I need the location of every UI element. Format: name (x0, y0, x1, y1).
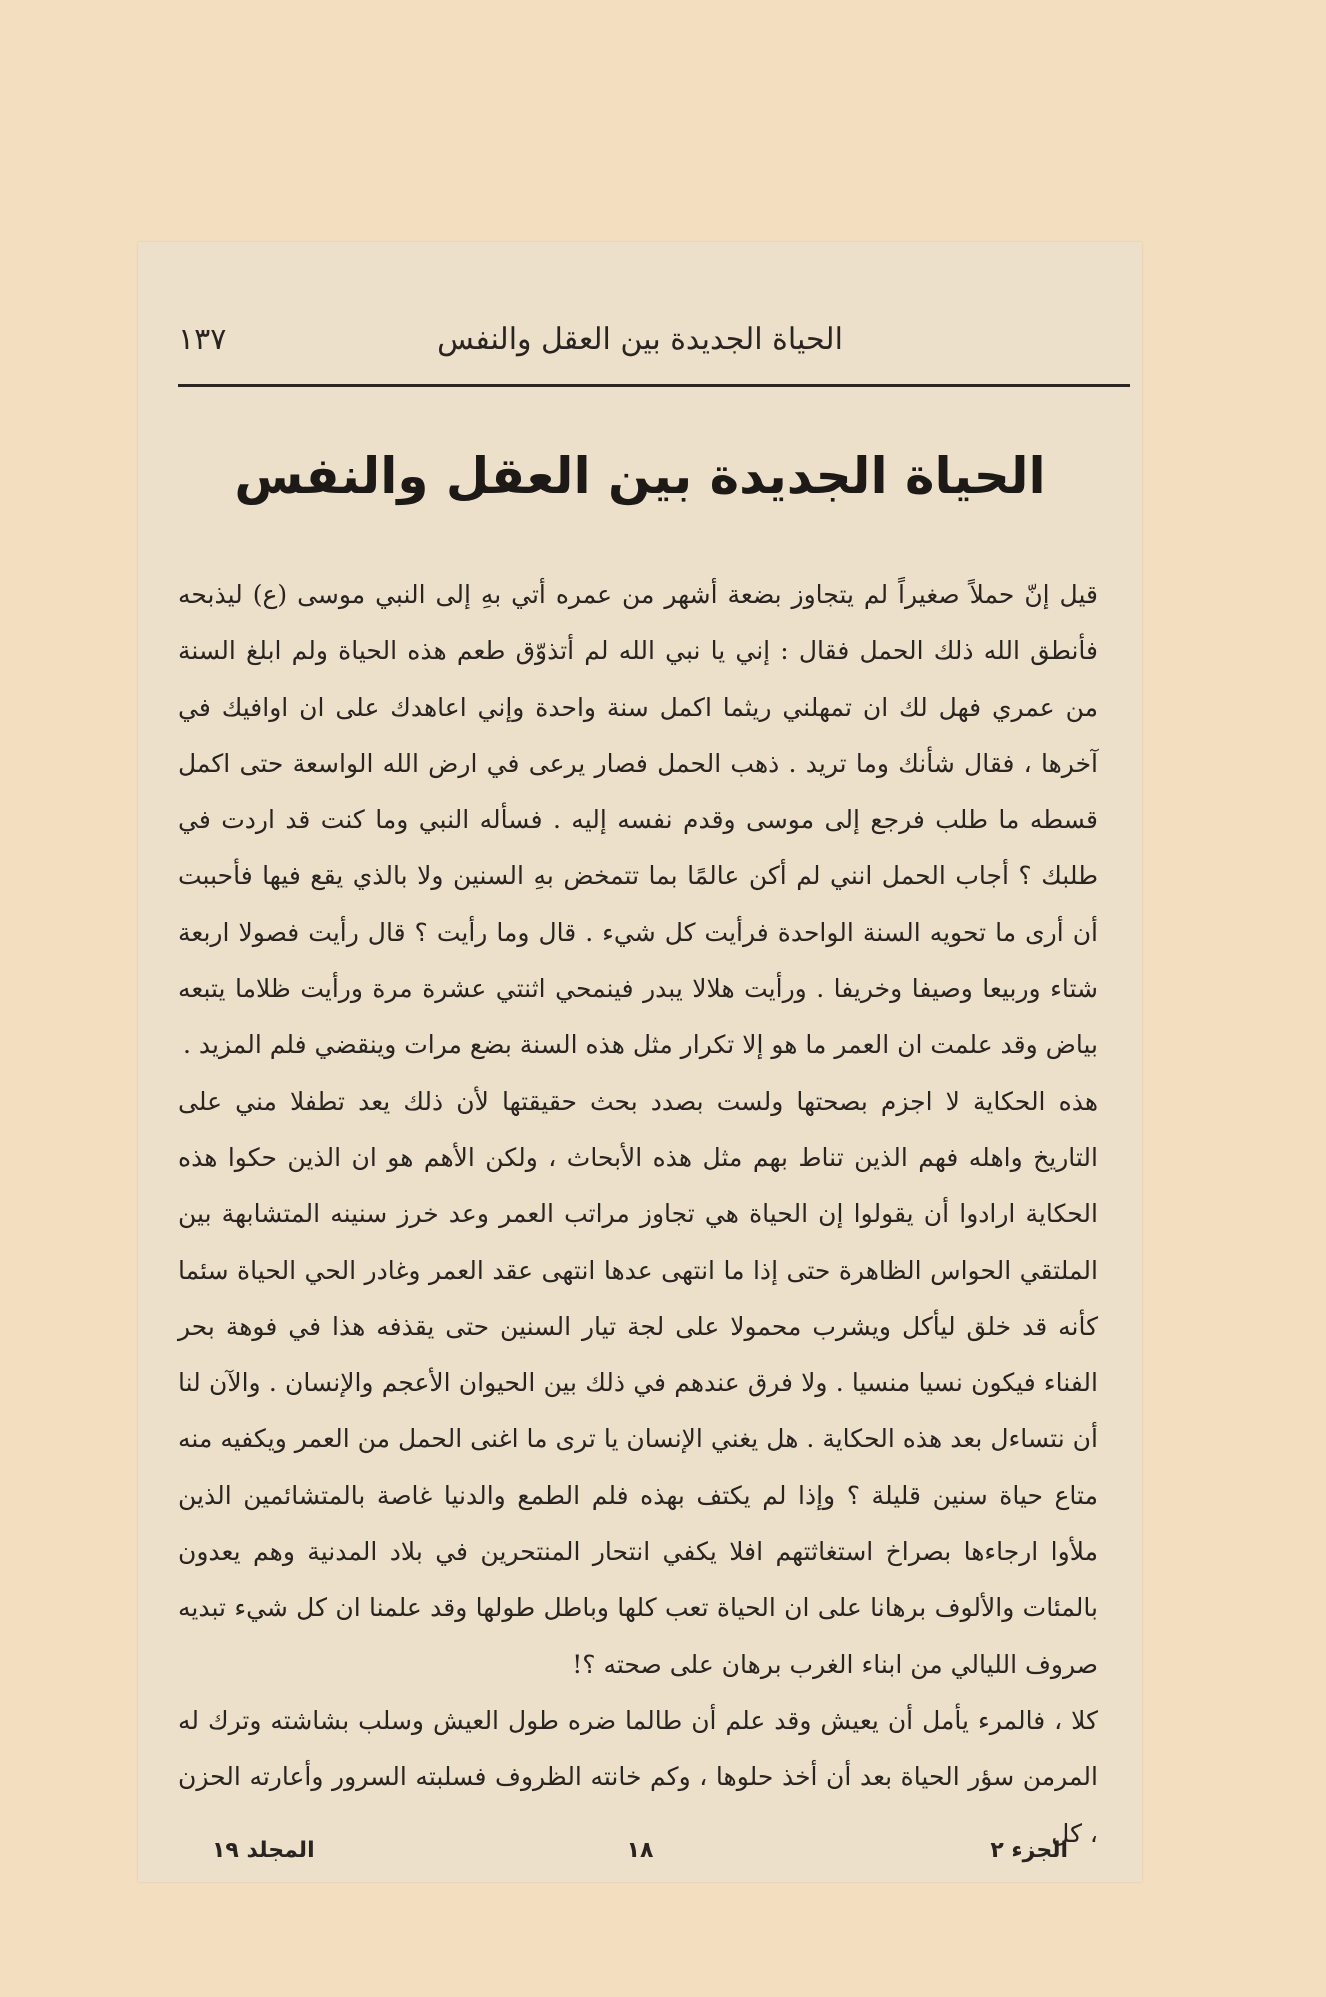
article-body (178, 567, 1098, 1862)
paragraph-2: هذه الحكاية لا اجزم بصحتها ولست بصدد بحث حقيقتها لأن ذلك يعد تطفلا مني على التاريخ واهله فهم الذين تناط بهم مثل هذه الأبحاث ، ولكن الأهم هو ان الذين حكوا هذه الحكاية ارادوا أن يقولوا إن الحياة هي تجاوز مراتب العمر وعد خرز سنينه المتشابهة بين الملتقي الحواس الظاهرة حتى إذا ما انتهى عدها انتهى عقد العمر وغادر الحي الحياة سئما كأنه قد خلق ليأكل ويشرب محمولا على لجة تيار السنين حتى يقذفه هذا في فوهة بحر الفناء فيكون نسيا منسيا . ولا فرق عندهم في ذلك بين الحيوان الأعجم والإنسان . والآن لنا أن نتساءل بعد هذه الحكاية . هل يغني الإنسان يا ترى ما اغنى الحمل من العمر ويكفيه منه متاع حياة سنين قليلة ؟ وإذا لم يكتف بهذه فلم الطمع والدنيا غاصة بالمتشائمين الذين ملأوا ارجاءها بصراخ استغاثتهم افلا يكفي انتحار المنتحرين في بلاد المدنية وهم يعدون بالمئات والألوف برهانا على ان الحياة تعب كلها وباطل طولها وقد علمنا ان كل شيء تبديه صروف الليالي من ابناء الغرب برهان على صحته ؟! (178, 1086, 1098, 1679)
header-page-number: ١٣٧ (178, 322, 227, 357)
footer-part: الجزء ٢ (990, 1838, 1068, 1863)
page-footer (212, 1838, 1068, 1874)
footer-page-number: ١٨ (626, 1838, 654, 1863)
scanned-page (138, 242, 1142, 1882)
header-rule (178, 384, 1130, 387)
running-title: الحياة الجديدة بين العقل والنفس (437, 322, 843, 357)
running-header (178, 322, 1102, 372)
paragraph-1: قيل إنّ حملاً صغيراً لم يتجاوز بضعة أشهر من عمره أتي بهِ إلى النبي موسى (ع) ليذبحه فأنطق الله ذلك الحمل فقال : إني يا نبي الله لم أتذوّق طعم هذه الحياة ولم ابلغ السنة من عمري فهل لك ان تمهلني ريثما اكمل سنة واحدة وإني اعاهدك على ان اوافيك في آخرها ، فقال شأنك وما تريد . ذهب الحمل فصار يرعى في ارض الله الواسعة حتى اكمل قسطه ما طلب فرجع إلى موسى وقدم نفسه إليه . فسأله النبي وما كنت قد اردت في طلبك ؟ أجاب الحمل انني لم أكن عالمًا بما تتمخض بهِ السنين ولا بالذي يقع فيها فأحببت أن أرى ما تحويه السنة الواحدة فرأيت كل شيء . قال وما رأيت ؟ قال رأيت فصولا اربعة شتاء وربيعا وصيفا وخريفا . ورأيت هلالا يبدر فينمحي اثنتي عشرة مرة ورأيت ظلاما يتبعه بياض وقد علمت ان العمر ما هو إلا تكرار مثل هذه السنة بضع مرات وينقضي فلم المزيد . (178, 580, 1098, 1060)
footer-volume: المجلد ١٩ (212, 1838, 315, 1863)
paragraph-3: كلا ، فالمرء يأمل أن يعيش وقد علم أن طالما ضره طول العيش وسلب بشاشته وترك له المرمن سؤر الحياة بعد أن أخذ حلوها ، وكم خانته الظروف فسلبته السرور وأعارته الحزن ، كل (178, 1705, 1098, 1848)
article-title: الحياة الجديدة بين العقل والنفس (234, 447, 1046, 505)
